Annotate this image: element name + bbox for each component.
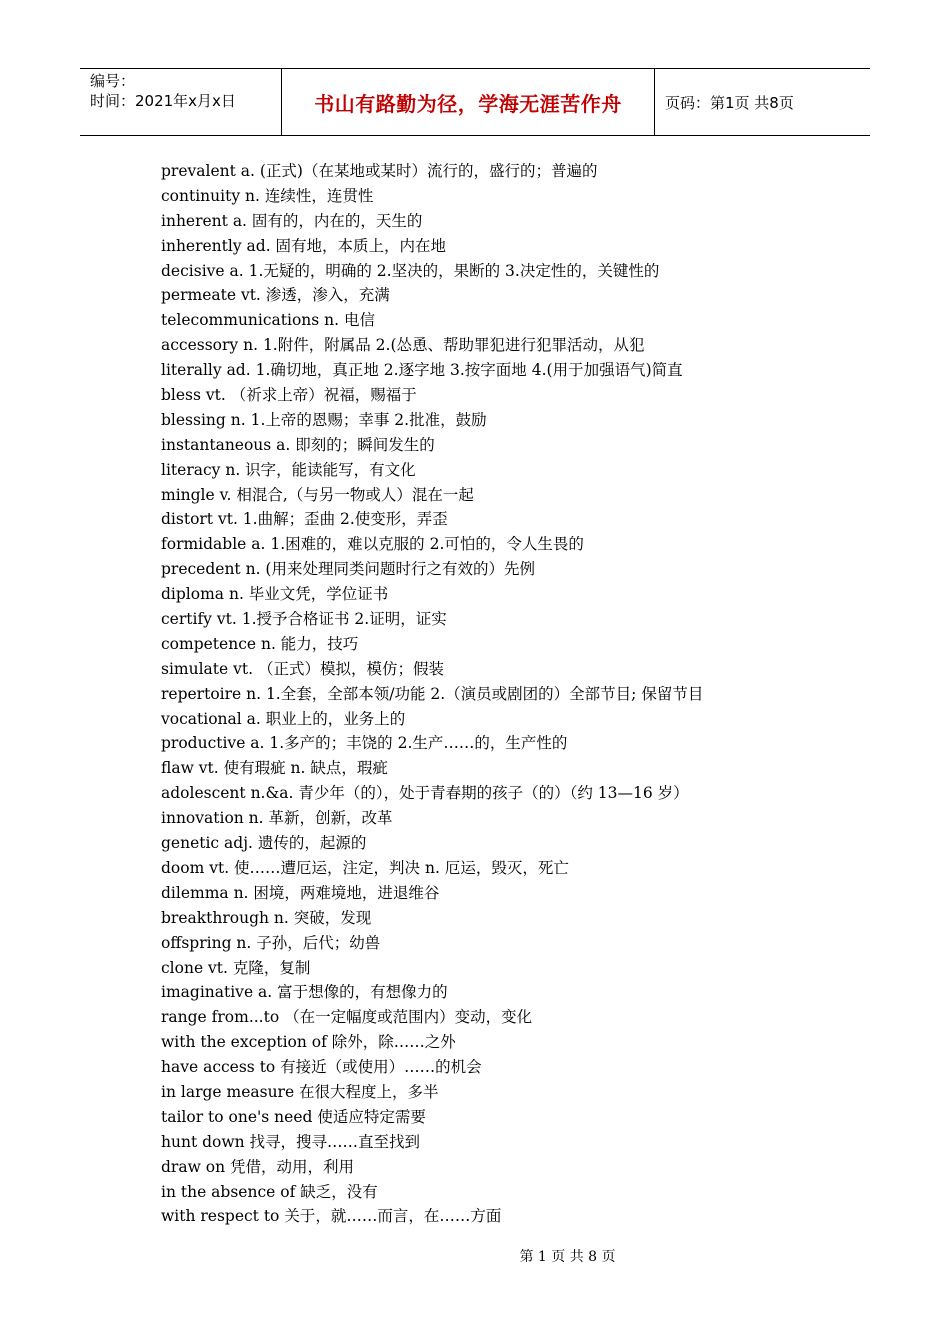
page-footer: 第 1 页 共 8 页 — [519, 1249, 616, 1265]
vocab-entry: flaw vt. 使有瑕疵 n. 缺点，瑕疵 — [161, 759, 388, 778]
vocab-entry: inherently ad. 固有地，本质上，内在地 — [161, 236, 447, 255]
vocab-entry: decisive a. 1.无疑的，明确的 2.坚决的，果断的 3.决定性的，关键性的 — [161, 261, 660, 280]
vocab-entry: productive a. 1.多产的；丰饶的 2.生产……的，生产性的 — [161, 734, 568, 753]
vocab-entry: competence n. 能力，技巧 — [161, 634, 359, 653]
vocab-entry: breakthrough n. 突破，发现 — [161, 908, 372, 927]
vocab-entry: inherent a. 固有的，内在的，天生的 — [161, 211, 423, 230]
vocab-entry: with respect to 关于，就……而言，在……方面 — [161, 1207, 502, 1226]
vocab-entry: prevalent a. (正式)（在某地或某时）流行的，盛行的；普遍的 — [161, 162, 598, 180]
vocab-entry: accessory n. 1.附件，附属品 2.(怂恿、帮助罪犯进行犯罪活动，从犯 — [161, 336, 645, 355]
vocab-entry: clone vt. 克隆，复制 — [161, 958, 311, 977]
vocab-entry: continuity n. 连续性，连贯性 — [161, 186, 374, 205]
vocab-entry: vocational a. 职业上的，业务上的 — [161, 709, 406, 728]
vocab-entry: offspring n. 子孙，后代；幼兽 — [161, 933, 381, 952]
vocab-entry: tailor to one's need 使适应特定需要 — [161, 1107, 426, 1126]
vocab-entry: formidable a. 1.困难的，难以克服的 2.可怕的，令人生畏的 — [161, 535, 584, 554]
vocab-entry: hunt down 找寻，搜寻……直至找到 — [161, 1132, 421, 1151]
page-header — [80, 68, 870, 136]
vocab-entry: dilemma n. 困境，两难境地，进退维谷 — [161, 883, 440, 902]
header-meta — [80, 69, 281, 135]
vocab-entry: instantaneous a. 即刻的；瞬间发生的 — [161, 435, 435, 454]
vocab-entry: repertoire n. 1.全套，全部本领/功能 2.（演员或剧团的）全部节目; 保留节目 — [161, 684, 704, 703]
vocab-entry: genetic adj. 遗传的，起源的 — [161, 834, 367, 853]
vocab-entry: imaginative a. 富于想像的，有想像力的 — [161, 983, 448, 1002]
vocab-entry: telecommunications n. 电信 — [161, 311, 376, 330]
vocab-entry: doom vt. 使……遭厄运，注定，判决 n. 厄运，毁灭，死亡 — [161, 858, 569, 877]
vocab-entry: mingle v. 相混合,（与另一物或人）混在一起 — [161, 485, 474, 504]
vocab-entry: permeate vt. 渗透，渗入，充满 — [161, 286, 390, 305]
header-page-info: 页码：第1页 共8页 — [665, 93, 794, 112]
vocab-entry: diploma n. 毕业文凭，学位证书 — [161, 585, 389, 604]
time-label: 时间：2021年x月x日 — [90, 92, 236, 110]
vocab-entry: draw on 凭借，动用，利用 — [161, 1157, 355, 1176]
vocab-entry: literally ad. 1.确切地，真正地 2.逐字地 3.按字面地 4.(用于加强语气)简直 — [161, 361, 683, 380]
vocab-entry: precedent n. (用来处理同类问题时行之有效的）先例 — [161, 560, 535, 579]
vocab-entry: literacy n. 识字，能读能写，有文化 — [161, 460, 416, 479]
header-motto: 书山有路勤为径，学海无涯苦作舟 — [281, 69, 655, 135]
vocab-entry: adolescent n.&a. 青少年（的），处于青春期的孩子（的）（约 13—16 岁） — [161, 784, 689, 803]
vocab-entry: in the absence of 缺乏，没有 — [161, 1182, 378, 1201]
vocabulary-list — [161, 159, 861, 1229]
vocab-entry: in large measure 在很大程度上，多半 — [161, 1082, 439, 1101]
vocab-entry: range from...to （在一定幅度或范围内）变动，变化 — [161, 1008, 533, 1027]
vocab-entry: with the exception of 除外，除……之外 — [161, 1033, 456, 1052]
vocab-entry: simulate vt. （正式）模拟，模仿；假装 — [161, 659, 444, 678]
vocab-entry: certify vt. 1.授予合格证书 2.证明，证实 — [161, 610, 447, 629]
vocab-entry: distort vt. 1.曲解；歪曲 2.使变形，弄歪 — [161, 510, 448, 529]
vocab-entry: bless vt. （祈求上帝）祝福，赐福于 — [161, 386, 417, 405]
number-label: 编号： — [90, 72, 136, 90]
vocab-entry: blessing n. 1.上帝的恩赐；幸事 2.批准，鼓励 — [161, 410, 487, 429]
vocab-entry: have access to 有接近（或使用）……的机会 — [161, 1058, 482, 1077]
vocab-entry: innovation n. 革新，创新，改革 — [161, 809, 393, 828]
